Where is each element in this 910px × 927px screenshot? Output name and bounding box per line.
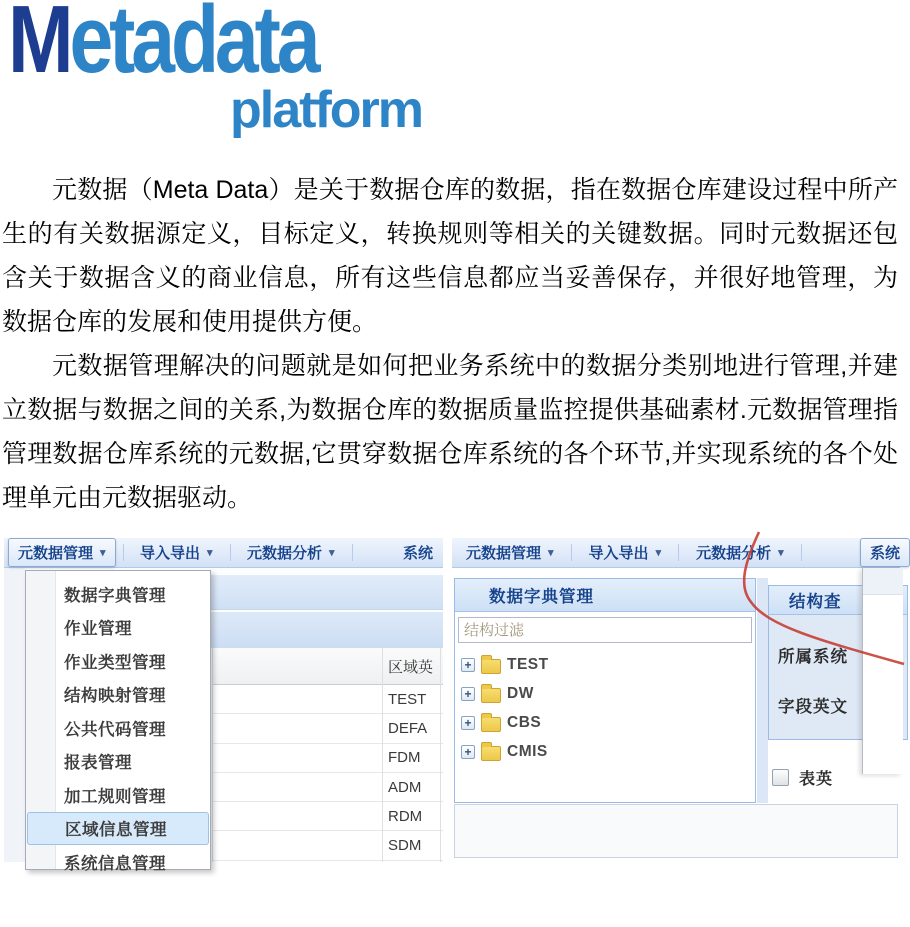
dropdown-item-report-management[interactable]: 报表管理: [64, 754, 132, 773]
tree-item-cbs[interactable]: [455, 708, 755, 737]
dropdown-item-region-info-management[interactable]: 区域信息管理: [27, 812, 209, 846]
menu-label: 导入导出: [140, 545, 201, 562]
expand-icon[interactable]: +: [461, 745, 475, 759]
dropdown-item-job-management[interactable]: 作业管理: [64, 620, 132, 639]
bottom-panel: [454, 804, 898, 858]
menu-item-metadata-analysis[interactable]: [237, 538, 345, 567]
folder-icon: [481, 746, 501, 761]
cell-region-english: DEFA: [388, 719, 428, 737]
dropdown-item-system-info-management[interactable]: 系统信息管理: [64, 854, 166, 873]
data-dictionary-panel: [454, 578, 756, 803]
document-body: [2, 168, 898, 520]
logo-platform-text: platform: [230, 81, 422, 139]
panel-title-data-dictionary: 数据字典管理: [455, 579, 755, 612]
menu-label: 系统: [869, 545, 900, 562]
left-edge-strip: [4, 568, 25, 862]
expand-icon[interactable]: +: [461, 658, 475, 672]
panel-splitter[interactable]: [757, 578, 768, 803]
metadata-management-dropdown-menu: [25, 570, 211, 873]
menu-label: 元数据分析: [696, 545, 772, 562]
paragraph-metadata-intro: 元数据（Meta Data）是关于数据仓库的数据，指在数据仓库建设过程中所产生的有关数据源定义，目标定义，转换规则等相关的关键数据。同时元数据还包含关于数据含义的商业信息，所有这些信息都应当妥善保存，并很好地管理，为数据仓库的发展和使用提供方便。: [2, 176, 898, 336]
chevron-down-icon: ▾: [548, 547, 554, 559]
screenshot-left: [4, 538, 443, 873]
chevron-down-icon: ▾: [655, 547, 662, 559]
cell-region-english: FDM: [388, 749, 421, 767]
table-row[interactable]: [213, 714, 443, 743]
tree-item-label: CMIS: [507, 742, 548, 760]
chevron-down-icon: ▾: [778, 547, 784, 559]
logo-letter-m: M: [8, 0, 70, 93]
grid-column-header-region-english[interactable]: [213, 648, 443, 685]
tree-item-label: CBS: [507, 713, 542, 731]
menu-item-metadata-analysis[interactable]: [686, 538, 794, 567]
menu-label: 元数据管理: [18, 545, 94, 562]
menu-item-import-export[interactable]: [579, 538, 672, 567]
field-label-owning-system: 所属系统: [778, 648, 848, 666]
menu-item-system[interactable]: [860, 538, 910, 567]
menu-item-import-export[interactable]: [130, 538, 223, 567]
tree-item-test[interactable]: [455, 650, 755, 679]
dropdown-item-data-dictionary-management[interactable]: 数据字典管理: [64, 586, 166, 605]
panel-title-structure-query: 结构查: [769, 586, 907, 615]
table-row[interactable]: [213, 685, 443, 714]
system-menu-panel-header: [863, 568, 903, 595]
logo-letters-etadata: etadata: [69, 0, 317, 93]
cell-region-english: SDM: [388, 837, 422, 855]
expand-icon[interactable]: +: [461, 687, 475, 701]
dropdown-item-common-code-management[interactable]: 公共代码管理: [64, 720, 166, 739]
tree-item-cmis[interactable]: [455, 737, 755, 766]
dropdown-item-structure-mapping-management[interactable]: 结构映射管理: [64, 687, 166, 706]
grid-column-divider: [382, 648, 383, 862]
folder-tree: [455, 647, 755, 766]
table-row[interactable]: [213, 773, 443, 802]
dropdown-item-processing-rule-management[interactable]: 加工规则管理: [64, 787, 166, 806]
menubar-separator: [571, 544, 572, 561]
table-english-checkbox[interactable]: [772, 769, 789, 786]
column-header-label: 区域英: [388, 658, 434, 676]
folder-icon: [481, 717, 501, 732]
checkbox-label: 表英: [799, 771, 834, 788]
dropdown-item-job-type-management[interactable]: 作业类型管理: [64, 653, 166, 672]
chevron-down-icon: ▾: [207, 547, 213, 559]
system-menu-panel: [862, 568, 903, 774]
chevron-down-icon: ▾: [329, 547, 335, 559]
paragraph-metadata-management: 元数据管理解决的问题就是如何把业务系统中的数据分类别地进行管理,并建立数据与数据之间的关系,为数据仓库的数据质量监控提供基础素材.元数据管理指管理数据仓库系统的元数据,它贯穿数据仓库系统的各个环节,并实现系统的各个处理单元由元数据驱动。: [2, 352, 898, 512]
folder-icon: [481, 688, 501, 703]
field-label-field-english: 字段英文: [778, 698, 848, 716]
table-row[interactable]: [213, 802, 443, 831]
menu-item-system[interactable]: [393, 538, 443, 567]
folder-icon: [481, 659, 501, 674]
cell-region-english: ADM: [388, 778, 422, 796]
cell-region-english: RDM: [388, 807, 423, 825]
region-data-grid: [212, 648, 443, 862]
menu-label: 导入导出: [588, 545, 649, 562]
expand-icon[interactable]: +: [461, 716, 475, 730]
checkbox-row: [772, 766, 833, 789]
menu-item-metadata-management[interactable]: [8, 538, 116, 567]
cell-region-english: TEST: [388, 690, 427, 708]
tree-item-label: DW: [507, 684, 534, 702]
menu-item-metadata-management[interactable]: [456, 538, 564, 567]
menubar-separator: [678, 544, 679, 561]
screenshot-right: [452, 538, 900, 862]
table-row[interactable]: [213, 744, 443, 773]
table-row[interactable]: [213, 831, 443, 860]
menu-label: 系统: [403, 545, 434, 562]
chevron-down-icon: ▾: [100, 547, 106, 559]
grid-column-divider: [440, 648, 441, 862]
tree-item-dw[interactable]: [455, 679, 755, 708]
menubar-right: [452, 538, 900, 568]
tree-item-label: TEST: [507, 655, 549, 673]
menu-label: 元数据管理: [466, 545, 542, 562]
menu-label: 元数据分析: [247, 545, 323, 562]
logo-metadata-text: [8, 0, 317, 93]
menubar-separator: [801, 544, 802, 561]
structure-filter-input[interactable]: [458, 617, 752, 643]
menubar-left: [4, 538, 443, 568]
